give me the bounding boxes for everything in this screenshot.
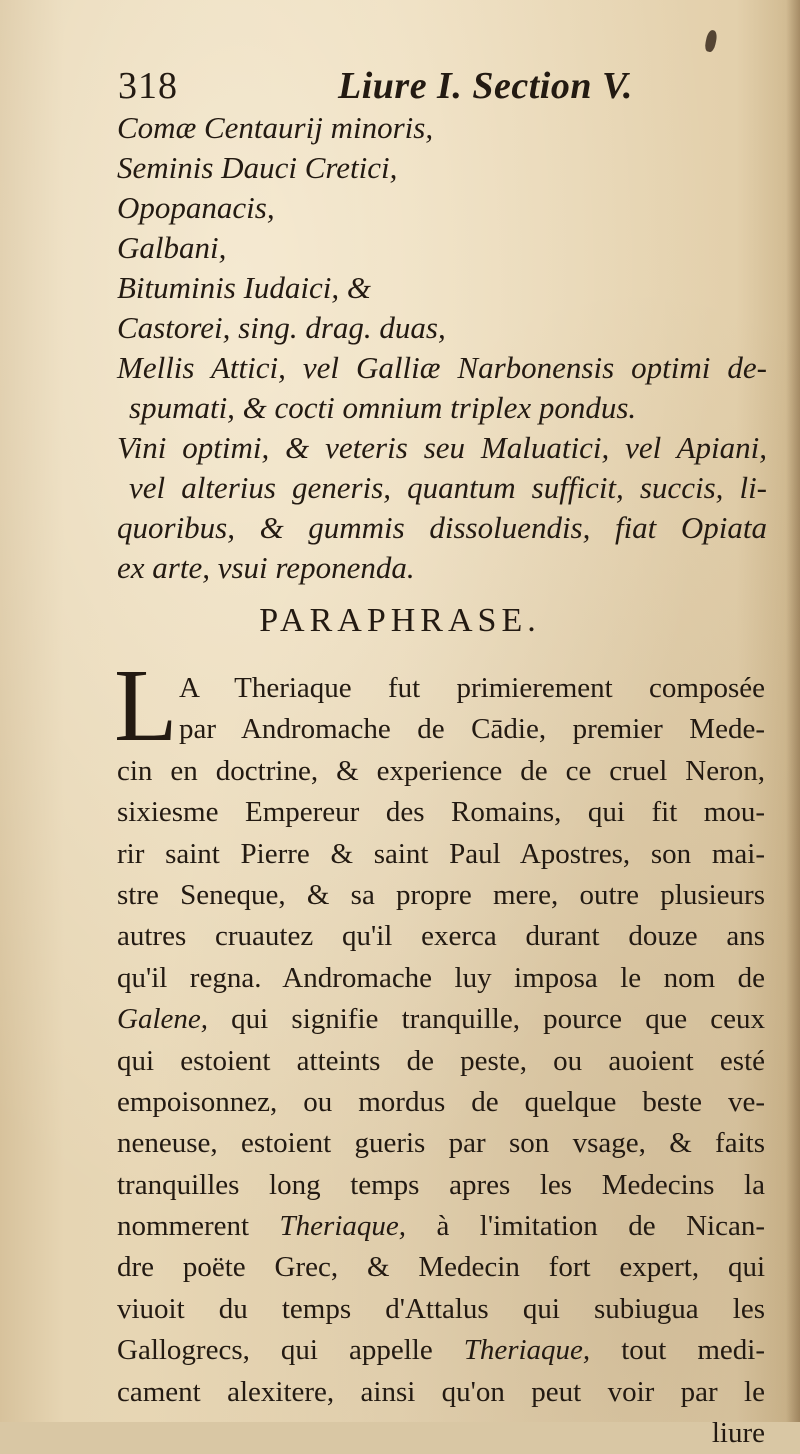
body-line: stre Seneque, & sa propre mere, outre plusieurs <box>117 878 765 911</box>
body-line: dre poëte Grec, & Medecin fort expert, qui <box>117 1251 765 1284</box>
ink-blot <box>704 29 718 53</box>
body-line: neneuse, estoient gueris par son vsage, & faits <box>117 1127 765 1160</box>
body-line <box>117 1206 765 1247</box>
body-line: cin en doctrine, & experience de ce cruel Neron, <box>117 754 765 787</box>
drop-cap: L <box>114 648 178 763</box>
body-line <box>117 1330 765 1371</box>
recipe-line: Galbani, <box>117 230 227 265</box>
body-line: empoisonnez, ou mordus de quelque beste ve- <box>117 1085 765 1118</box>
catchword: liure <box>711 1417 765 1450</box>
body-line: qui estoient atteints de peste, ou auoient esté <box>117 1044 765 1077</box>
recipe-line: Vini optimi, & veteris seu Maluatici, vel Apiani, <box>117 430 767 465</box>
italic-word: Galene, <box>117 1003 208 1036</box>
body-line: tranquilles long temps apres les Medecins la <box>117 1168 765 1201</box>
running-title: Liure I. Section V. <box>338 65 633 107</box>
recipe-line: Mellis Attici, vel Galliæ Narbonensis optimi de- <box>117 350 767 385</box>
recipe-line: quoribus, & gummis dissoluendis, fiat Opiata <box>117 510 767 545</box>
page-gutter-shadow <box>786 0 800 1422</box>
recipe-line: ex arte, vsui reponenda. <box>117 550 415 585</box>
section-heading: PARAPHRASE. <box>259 602 541 639</box>
body-line: qu'il regna. Andromache luy imposa le nom de <box>117 961 765 994</box>
body-text-run: qui signifie tranquille, pource que ceux <box>208 1003 765 1036</box>
body-line: viuoit du temps d'Attalus qui subiugua les <box>117 1292 765 1325</box>
body-text-run: nommerent <box>117 1210 280 1243</box>
recipe-line: Castorei, sing. drag. duas, <box>117 310 446 345</box>
recipe-line: Opopanacis, <box>117 190 275 225</box>
body-text-run: tout medi- <box>590 1334 765 1367</box>
body-text-run: à l'imitation de Nican- <box>406 1210 766 1243</box>
body-text-run: Gallogrecs, qui appelle <box>117 1334 464 1367</box>
recipe-line: Comæ Centaurij minoris, <box>117 110 434 145</box>
recipe-ingredient-list <box>117 108 767 588</box>
body-line: autres cruautez qu'il exerca durant douze ans <box>117 920 765 953</box>
body-line: par Andromache de Cādie, premier Mede- <box>179 713 765 746</box>
recipe-line: spumati, & cocti omnium triplex pondus. <box>129 390 637 425</box>
italic-word: Theriaque, <box>463 1334 591 1367</box>
body-line: cament alexitere, ainsi qu'on peut voir par le <box>117 1375 765 1408</box>
paraphrase-body <box>117 668 765 1454</box>
body-line: sixiesme Empereur des Romains, qui fit mou- <box>117 796 765 829</box>
body-line <box>117 999 765 1040</box>
recipe-line: vel alterius generis, quantum sufficit, succis, li- <box>129 470 767 505</box>
page-number: 318 <box>118 65 178 107</box>
body-line: rir saint Pierre & saint Paul Apostres, son mai- <box>117 837 765 870</box>
page-header <box>118 64 638 114</box>
body-line: A Theriaque fut primierement composée <box>179 672 765 704</box>
recipe-line: Bituminis Iudaici, & <box>117 270 372 305</box>
recipe-line: Seminis Dauci Cretici, <box>117 150 398 185</box>
italic-word: Theriaque, <box>279 1210 407 1243</box>
